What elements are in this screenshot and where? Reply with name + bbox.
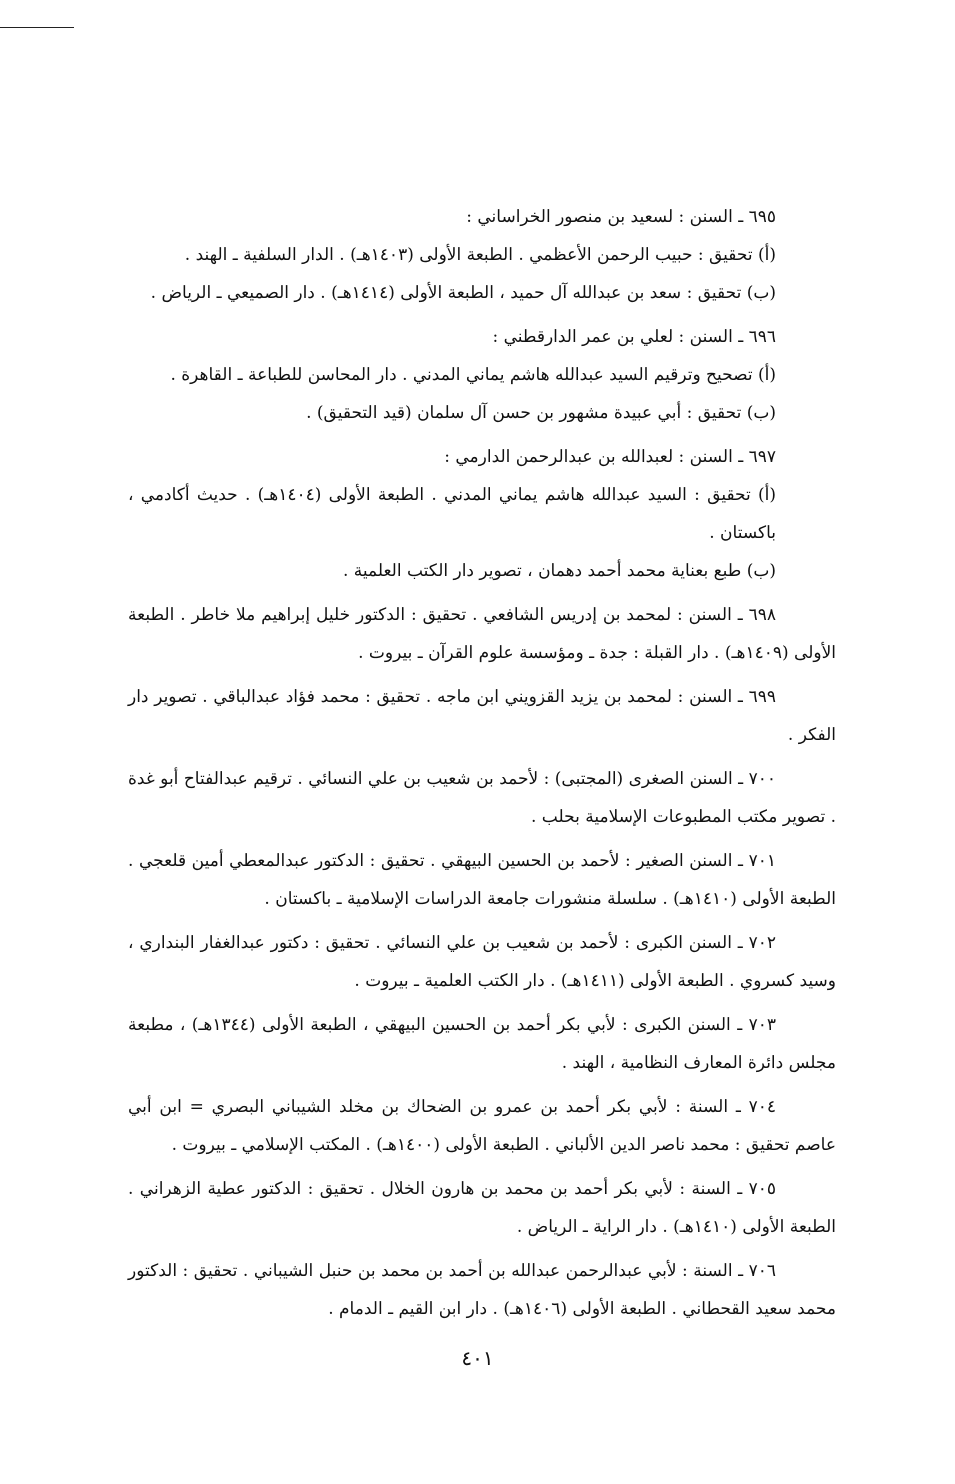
entry-696 bbox=[128, 318, 836, 432]
entry-text: ٧٠٠ ـ السنن الصغرى (المجتبى) : لأحمد بن شعيب بن علي النسائي . ترقيم عبدالفتاح أبو غدة . تصوير مكتب المطبوعات الإسلامية بحلب . bbox=[128, 769, 836, 827]
entry-text: ٧٠٣ ـ السنن الكبرى : لأبي بكر أحمد بن الحسين البيهقي ، الطبعة الأولى (١٣٤٤هـ) ، مطبعة مجلس دائرة المعارف النظامية ، الهند . bbox=[128, 1015, 836, 1073]
entry-702 bbox=[128, 924, 836, 1000]
entry-705 bbox=[128, 1170, 836, 1246]
entry-edition: (ب) طبع بعناية محمد أحمد دهمان ، تصوير دار الكتب العلمية . bbox=[342, 561, 776, 581]
entry-701 bbox=[128, 842, 836, 918]
entry-text: ٧٠٤ ـ السنة : لأبي بكر أحمد بن عمرو بن الضحاك بن مخلد الشيباني البصري = ابن أبي عاصم تحقيق : محمد ناصر الدين الألباني . الطبعة الأولى (١٤٠٠هـ) . المكتب الإسلامي ـ بيروت . bbox=[128, 1097, 836, 1155]
entry-text: ٧٠٢ ـ السنن الكبرى : لأحمد بن شعيب بن علي النسائي . تحقيق : دكتور عبدالغفار البنداري ، وسيد كسروي . الطبعة الأولى (١٤١١هـ) . دار الكتب العلمية ـ بيروت . bbox=[128, 933, 836, 991]
entry-heading: ٦٩٧ ـ السنن : لعبدالله بن عبدالرحمن الدارمي : bbox=[444, 447, 776, 467]
entry-698 bbox=[128, 596, 836, 672]
entry-edition: (ب) تحقيق : أبي عبيدة مشهور بن حسن آل سلمان (قيد التحقيق) . bbox=[306, 403, 776, 423]
entry-697 bbox=[128, 438, 836, 590]
entry-700 bbox=[128, 760, 836, 836]
entry-703 bbox=[128, 1006, 836, 1082]
entry-text: ٧٠١ ـ السنن الصغير : لأحمد بن الحسين البيهقي . تحقيق : الدكتور عبدالمعطي أمين قلعجي . الطبعة الأولى (١٤١٠هـ) . سلسلة منشورات جامعة الدراسات الإسلامية ـ باكستان . bbox=[128, 851, 836, 909]
entry-edition: (أ) تحقيق : السيد عبدالله هاشم يماني المدني . الطبعة الأولى (١٤٠٤هـ) . حديث أكادمي ، باكستان . bbox=[128, 485, 776, 543]
page-number: ٤٠١ bbox=[461, 1346, 494, 1370]
top-corner-rule bbox=[0, 27, 74, 28]
entry-704 bbox=[128, 1088, 836, 1164]
entry-text: ٧٠٦ ـ السنة : لأبي عبدالرحمن عبدالله بن أحمد بن محمد بن حنبل الشيباني . تحقيق : الدكتور محمد سعيد القحطاني . الطبعة الأولى (١٤٠٦هـ) . دار ابن القيم ـ الدمام . bbox=[128, 1261, 836, 1319]
entry-heading: ٦٩٥ ـ السنن : لسعيد بن منصور الخراساني : bbox=[466, 207, 776, 227]
entry-edition: (أ) تصحيح وترقيم السيد عبدالله هاشم يماني المدني . دار المحاسن للطباعة ـ القاهرة . bbox=[170, 365, 776, 385]
entry-heading: ٦٩٦ ـ السنن : لعلي بن عمر الدارقطني : bbox=[492, 327, 776, 347]
entry-695 bbox=[128, 198, 836, 312]
entry-699 bbox=[128, 678, 836, 754]
entry-text: ٦٩٨ ـ السنن : لمحمد بن إدريس الشافعي . تحقيق : الدكتور خليل إبراهيم ملا خاطر . الطبعة الأولى (١٤٠٩هـ) . دار القبلة : جدة ـ ومؤسسة علوم القرآن ـ بيروت . bbox=[128, 605, 836, 663]
entry-706 bbox=[128, 1252, 836, 1328]
entry-edition: (ب) تحقيق : سعد بن عبدالله آل حميد ، الطبعة الأولى (١٤١٤هـ) . دار الصميعي ـ الرياض . bbox=[150, 283, 776, 303]
entry-text: ٦٩٩ ـ السنن : لمحمد بن يزيد القزويني ابن ماجه . تحقيق : محمد فؤاد عبدالباقي . تصوير دار الفكر . bbox=[128, 687, 836, 745]
entry-edition: (أ) تحقيق : حبيب الرحمن الأعظمي . الطبعة الأولى (١٤٠٣هـ) . الدار السلفية ـ الهند . bbox=[184, 245, 776, 265]
bibliography-list bbox=[128, 198, 836, 1334]
entry-text: ٧٠٥ ـ السنة : لأبي بكر أحمد بن محمد بن هارون الخلال . تحقيق : الدكتور عطية الزهراني . الطبعة الأولى (١٤١٠هـ) . دار الراية ـ الرياض . bbox=[128, 1179, 836, 1237]
